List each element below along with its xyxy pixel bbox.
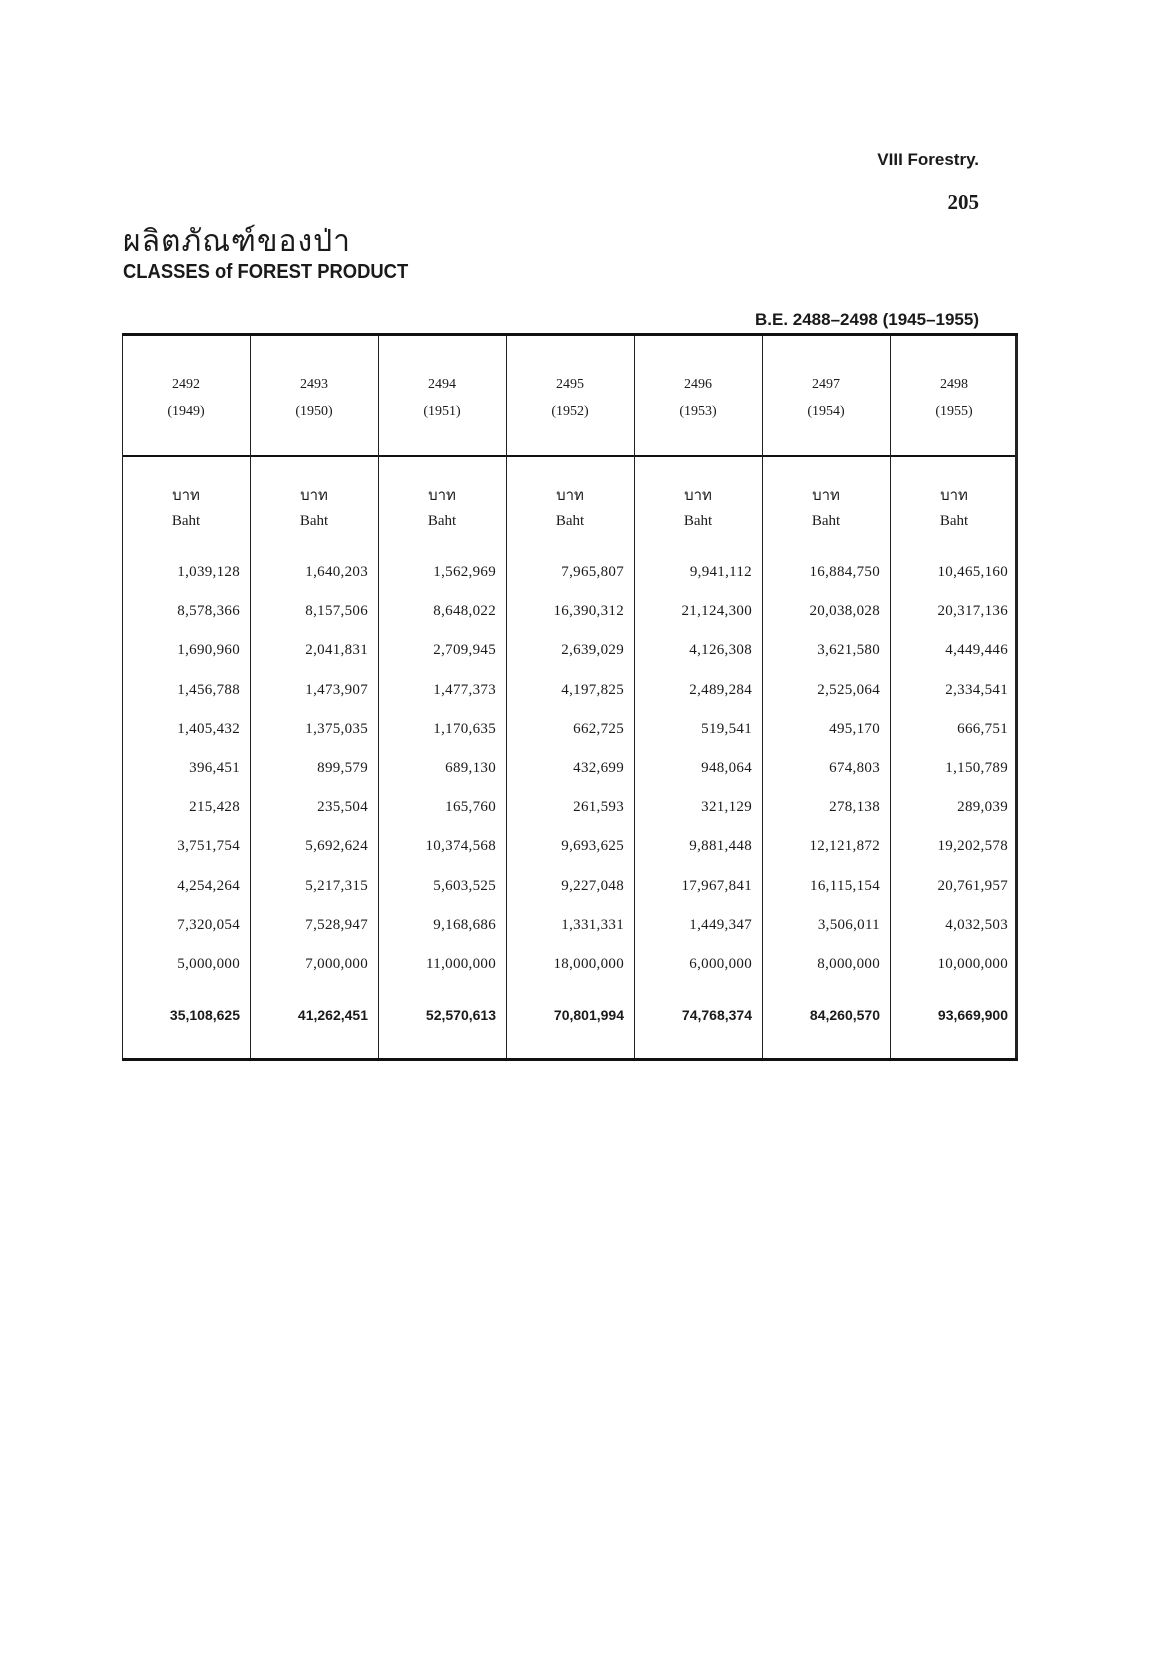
year-ad: (1949) — [167, 404, 205, 419]
year-column — [762, 333, 890, 1061]
value-cell: 7,320,054 — [177, 916, 240, 933]
value-cell: 1,331,331 — [561, 916, 624, 933]
value-cell: 1,477,373 — [433, 681, 496, 698]
unit-label-thai: บาท — [428, 486, 456, 504]
value-cell: 9,227,048 — [561, 877, 624, 894]
total-cell: 74,768,374 — [681, 1007, 752, 1023]
year-column — [122, 333, 250, 1061]
value-cell: 1,405,432 — [177, 720, 240, 737]
value-cell: 16,390,312 — [553, 603, 624, 620]
value-list — [506, 553, 624, 984]
year-header — [378, 371, 506, 425]
value-cell: 11,000,000 — [426, 955, 496, 972]
value-cell: 1,690,960 — [177, 642, 240, 659]
year-column — [250, 333, 378, 1061]
value-cell: 1,562,969 — [433, 564, 496, 580]
value-cell: 10,000,000 — [937, 955, 1008, 972]
value-cell: 674,803 — [829, 759, 880, 776]
year-header — [890, 371, 1018, 425]
value-cell: 16,884,750 — [809, 564, 880, 580]
unit-label-thai: บาท — [300, 486, 328, 504]
year-header — [506, 371, 634, 425]
value-cell: 3,621,580 — [817, 642, 880, 659]
value-list — [762, 553, 880, 984]
year-ad: (1952) — [551, 404, 589, 419]
value-list — [250, 553, 368, 984]
total-cell: 35,108,625 — [169, 1007, 240, 1023]
year-be: 2492 — [172, 377, 200, 392]
value-cell: 4,449,446 — [945, 642, 1008, 659]
value-cell: 9,168,686 — [433, 916, 496, 933]
year-be: 2494 — [428, 377, 456, 392]
year-column — [890, 333, 1018, 1061]
value-cell: 235,504 — [317, 799, 368, 816]
value-cell: 6,000,000 — [689, 955, 752, 972]
total-cell: 93,669,900 — [937, 1007, 1008, 1023]
value-list — [890, 553, 1008, 984]
value-cell: 1,456,788 — [177, 681, 240, 698]
unit-label-thai: บาท — [172, 486, 200, 504]
value-cell: 9,693,625 — [561, 838, 624, 855]
value-cell: 10,465,160 — [937, 564, 1008, 580]
value-cell: 666,751 — [957, 720, 1008, 737]
title-thai: ผลิตภัณฑ์ของป่า — [123, 224, 352, 259]
value-cell: 8,648,022 — [433, 603, 496, 620]
value-cell: 2,525,064 — [817, 681, 880, 698]
value-cell: 5,692,624 — [305, 838, 368, 855]
value-cell: 9,881,448 — [689, 838, 752, 855]
unit-label-english: Baht — [427, 513, 457, 529]
value-cell: 1,150,789 — [945, 759, 1008, 776]
value-cell: 12,121,872 — [809, 838, 880, 855]
value-cell: 10,374,568 — [425, 838, 496, 855]
value-cell: 3,506,011 — [817, 916, 880, 933]
value-cell: 4,126,308 — [689, 642, 752, 659]
value-cell: 2,639,029 — [561, 642, 624, 659]
value-cell: 495,170 — [829, 720, 880, 737]
value-cell: 20,317,136 — [937, 603, 1008, 620]
value-cell: 899,579 — [317, 759, 368, 776]
unit-label-english: Baht — [171, 513, 201, 529]
value-cell: 5,000,000 — [177, 955, 240, 972]
value-cell: 9,941,112 — [689, 564, 752, 580]
value-list — [634, 553, 752, 984]
year-column — [506, 333, 634, 1061]
value-cell: 662,725 — [573, 720, 624, 737]
value-cell: 8,157,506 — [305, 603, 368, 620]
value-cell: 7,528,947 — [305, 916, 368, 933]
value-cell: 1,449,347 — [689, 916, 752, 933]
value-cell: 7,000,000 — [305, 955, 368, 972]
value-cell: 20,038,028 — [809, 603, 880, 620]
unit-label-thai: บาท — [684, 486, 712, 504]
value-cell: 17,967,841 — [681, 877, 752, 894]
unit-label-english: Baht — [299, 513, 329, 529]
year-ad: (1955) — [935, 404, 973, 419]
period-label: B.E. 2488–2498 (1945–1955) — [754, 310, 979, 329]
year-be: 2496 — [684, 377, 712, 392]
value-cell: 689,130 — [445, 759, 496, 776]
value-cell: 4,032,503 — [945, 916, 1008, 933]
table-columns — [122, 333, 1018, 1061]
value-cell: 8,000,000 — [817, 955, 880, 972]
unit-label-english: Baht — [939, 513, 969, 529]
year-ad: (1954) — [807, 404, 845, 419]
value-cell: 519,541 — [701, 720, 752, 737]
unit-label-thai: บาท — [812, 486, 840, 504]
value-cell: 1,375,035 — [305, 720, 368, 737]
year-header — [762, 371, 890, 425]
year-be: 2498 — [940, 377, 968, 392]
value-cell: 7,965,807 — [561, 564, 624, 580]
value-cell: 278,138 — [829, 799, 880, 816]
unit-label-english: Baht — [683, 513, 713, 529]
year-be: 2495 — [556, 377, 584, 392]
unit-label-english: Baht — [811, 513, 841, 529]
value-cell: 289,039 — [957, 799, 1008, 816]
unit-label-thai: บาท — [556, 486, 584, 504]
value-cell: 396,451 — [189, 759, 240, 776]
unit-label-thai: บาท — [940, 486, 968, 504]
value-cell: 19,202,578 — [937, 838, 1008, 855]
total-cell: 41,262,451 — [297, 1007, 368, 1023]
value-cell: 948,064 — [701, 759, 752, 776]
year-column — [634, 333, 762, 1061]
year-header — [634, 371, 762, 425]
value-cell: 5,217,315 — [305, 877, 368, 894]
year-ad: (1953) — [679, 404, 717, 419]
forest-product-table — [122, 333, 1018, 1061]
value-list — [378, 553, 496, 984]
value-cell: 4,197,825 — [561, 681, 624, 698]
value-cell: 261,593 — [573, 799, 624, 816]
page-number: 205 — [947, 190, 979, 214]
value-cell: 8,578,366 — [177, 603, 240, 620]
value-list — [122, 553, 240, 984]
value-cell: 165,760 — [445, 799, 496, 816]
year-be: 2493 — [300, 377, 328, 392]
year-header — [122, 371, 250, 425]
section-heading: VIII Forestry. — [877, 150, 979, 169]
year-ad: (1951) — [423, 404, 461, 419]
total-cell: 52,570,613 — [425, 1007, 496, 1023]
value-cell: 2,334,541 — [945, 681, 1008, 698]
value-cell: 432,699 — [573, 759, 624, 776]
year-be: 2497 — [812, 377, 840, 392]
value-cell: 4,254,264 — [177, 877, 240, 894]
value-cell: 2,709,945 — [433, 642, 496, 659]
value-cell: 2,489,284 — [689, 681, 752, 698]
title-english: CLASSES of FOREST PRODUCT — [123, 261, 409, 283]
value-cell: 1,170,635 — [433, 720, 496, 737]
value-cell: 3,751,754 — [177, 838, 240, 855]
value-cell: 321,129 — [701, 799, 752, 816]
value-cell: 1,473,907 — [305, 681, 368, 698]
value-cell: 1,640,203 — [305, 564, 368, 580]
value-cell: 1,039,128 — [177, 564, 240, 580]
value-cell: 21,124,300 — [681, 603, 752, 620]
year-ad: (1950) — [295, 404, 333, 419]
value-cell: 215,428 — [189, 799, 240, 816]
total-cell: 70,801,994 — [553, 1007, 624, 1023]
value-cell: 20,761,957 — [937, 877, 1008, 894]
value-cell: 16,115,154 — [810, 877, 880, 894]
value-cell: 2,041,831 — [305, 642, 368, 659]
value-cell: 5,603,525 — [433, 877, 496, 894]
unit-label-english: Baht — [555, 513, 585, 529]
year-column — [378, 333, 506, 1061]
value-cell: 18,000,000 — [553, 955, 624, 972]
year-header — [250, 371, 378, 425]
total-cell: 84,260,570 — [809, 1007, 880, 1023]
